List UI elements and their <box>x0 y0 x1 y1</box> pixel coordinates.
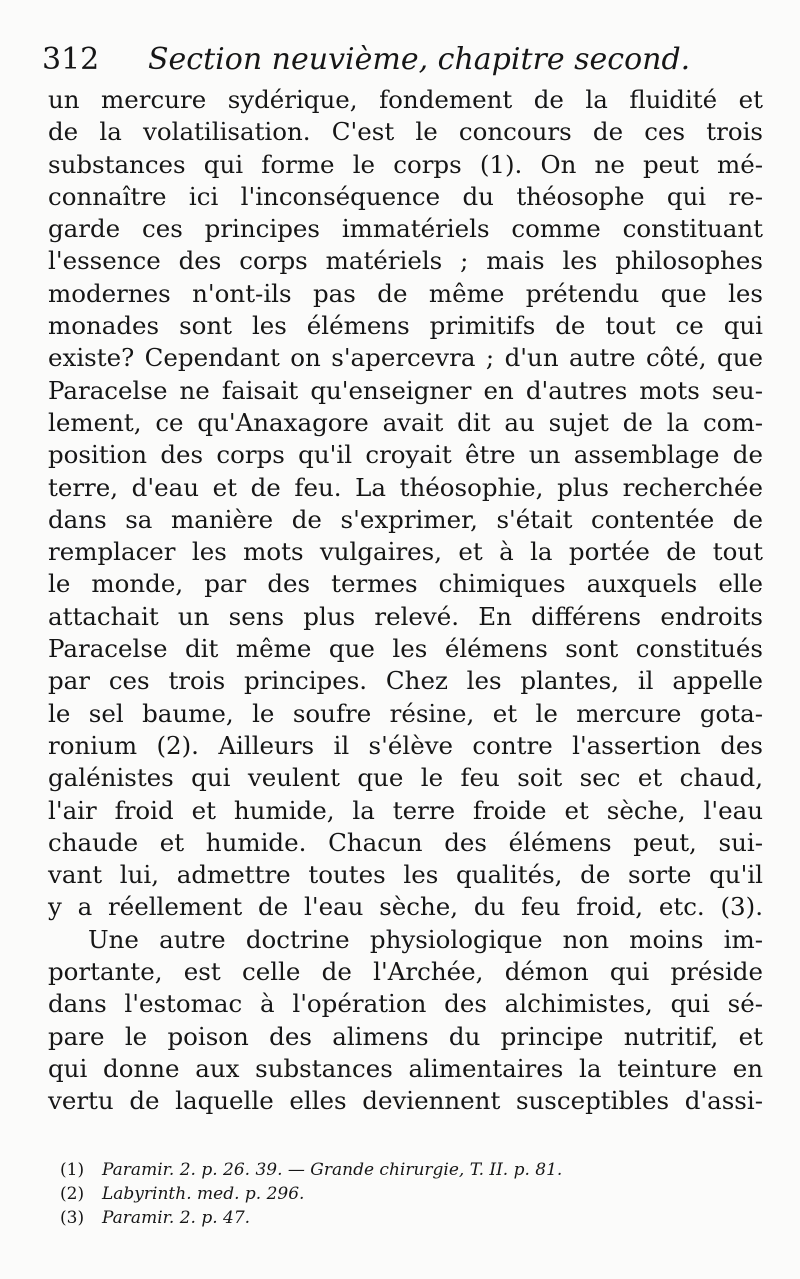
text-line: connaître ici l'inconséquence du théosophe qui re- <box>48 181 763 211</box>
footnotes <box>60 1158 760 1230</box>
footnote <box>60 1158 760 1182</box>
text-line: vant lui, admettre toutes les qualités, de sorte qu'il <box>48 860 763 890</box>
text-line: l'air froid et humide, la terre froide et sèche, l'eau <box>48 795 763 825</box>
text-line: terre, d'eau et de feu. La théosophie, plus recherchée <box>48 472 763 502</box>
text-line: ronium (2). Ailleurs il s'élève contre l'assertion des <box>48 730 763 760</box>
footnote <box>60 1206 760 1230</box>
text-line: chaude et humide. Chacun des élémens peut, sui- <box>48 827 763 857</box>
text-line: substances qui forme le corps (1). On ne peut mé- <box>48 149 763 179</box>
text-line: dans l'estomac à l'opération des alchimistes, qui sé- <box>48 989 763 1019</box>
footnote-text: Labyrinth. med. p. 296. <box>102 1184 305 1204</box>
text-line: de la volatilisation. C'est le concours de ces trois <box>48 117 763 147</box>
text-line: vertu de laquelle elles deviennent susceptibles d'assi- <box>48 1086 763 1116</box>
text-line: galénistes qui veulent que le feu soit sec et chaud, <box>48 763 763 793</box>
text-line: y a réellement de l'eau sèche, du feu froid, etc. (3). <box>48 892 763 922</box>
text-line: attachait un sens plus relevé. En différens endroits <box>48 601 763 631</box>
paragraph-first-line: Une autre doctrine physiologique non moins im- <box>88 924 763 954</box>
footnote-number: (3) <box>60 1208 85 1228</box>
text-line: pare le poison des alimens du principe nutritif, et <box>48 1021 763 1051</box>
running-head: Section neuvième, chapitre second. <box>148 42 691 77</box>
footnote <box>60 1182 760 1206</box>
text-line: Paracelse dit même que les élémens sont constitués <box>48 634 763 664</box>
text-line: lement, ce qu'Anaxagore avait dit au sujet de la com- <box>48 407 763 437</box>
text-line: par ces trois principes. Chez les plantes, il appelle <box>48 666 763 696</box>
text-line: un mercure sydérique, fondement de la fluidité et <box>48 85 763 114</box>
footnote-text: Paramir. 2. p. 47. <box>102 1208 251 1228</box>
footnote-number: (2) <box>60 1184 85 1204</box>
text-line: le monde, par des termes chimiques auxquels elle <box>48 569 763 599</box>
text-line: qui donne aux substances alimentaires la teinture en <box>48 1053 763 1083</box>
text-line: remplacer les mots vulgaires, et à la portée de tout <box>48 537 763 567</box>
page-number: 312 <box>42 42 100 77</box>
text-line: modernes n'ont-ils pas de même prétendu que les <box>48 278 763 308</box>
footnote-number: (1) <box>60 1160 85 1180</box>
text-line: l'essence des corps matériels ; mais les philosophes <box>48 246 763 276</box>
text-line: monades sont les élémens primitifs de tout ce qui <box>48 311 763 341</box>
page-header <box>42 38 762 82</box>
text-line: garde ces principes immatériels comme constituant <box>48 214 763 244</box>
text-line: le sel baume, le soufre résine, et le mercure gota- <box>48 698 763 728</box>
text-line: position des corps qu'il croyait être un assemblage de <box>48 440 763 470</box>
text-line: dans sa manière de s'exprimer, s'était contentée de <box>48 504 763 534</box>
text-line: existe? Cependant on s'apercevra ; d'un autre côté, que <box>48 343 763 373</box>
body-text <box>48 84 763 1118</box>
text-line: portante, est celle de l'Archée, démon qui préside <box>48 957 763 987</box>
footnote-text: Paramir. 2. p. 26. 39. — Grande chirurgie, T. II. p. 81. <box>102 1160 563 1180</box>
text-line: Paracelse ne faisait qu'enseigner en d'autres mots seu- <box>48 375 763 405</box>
